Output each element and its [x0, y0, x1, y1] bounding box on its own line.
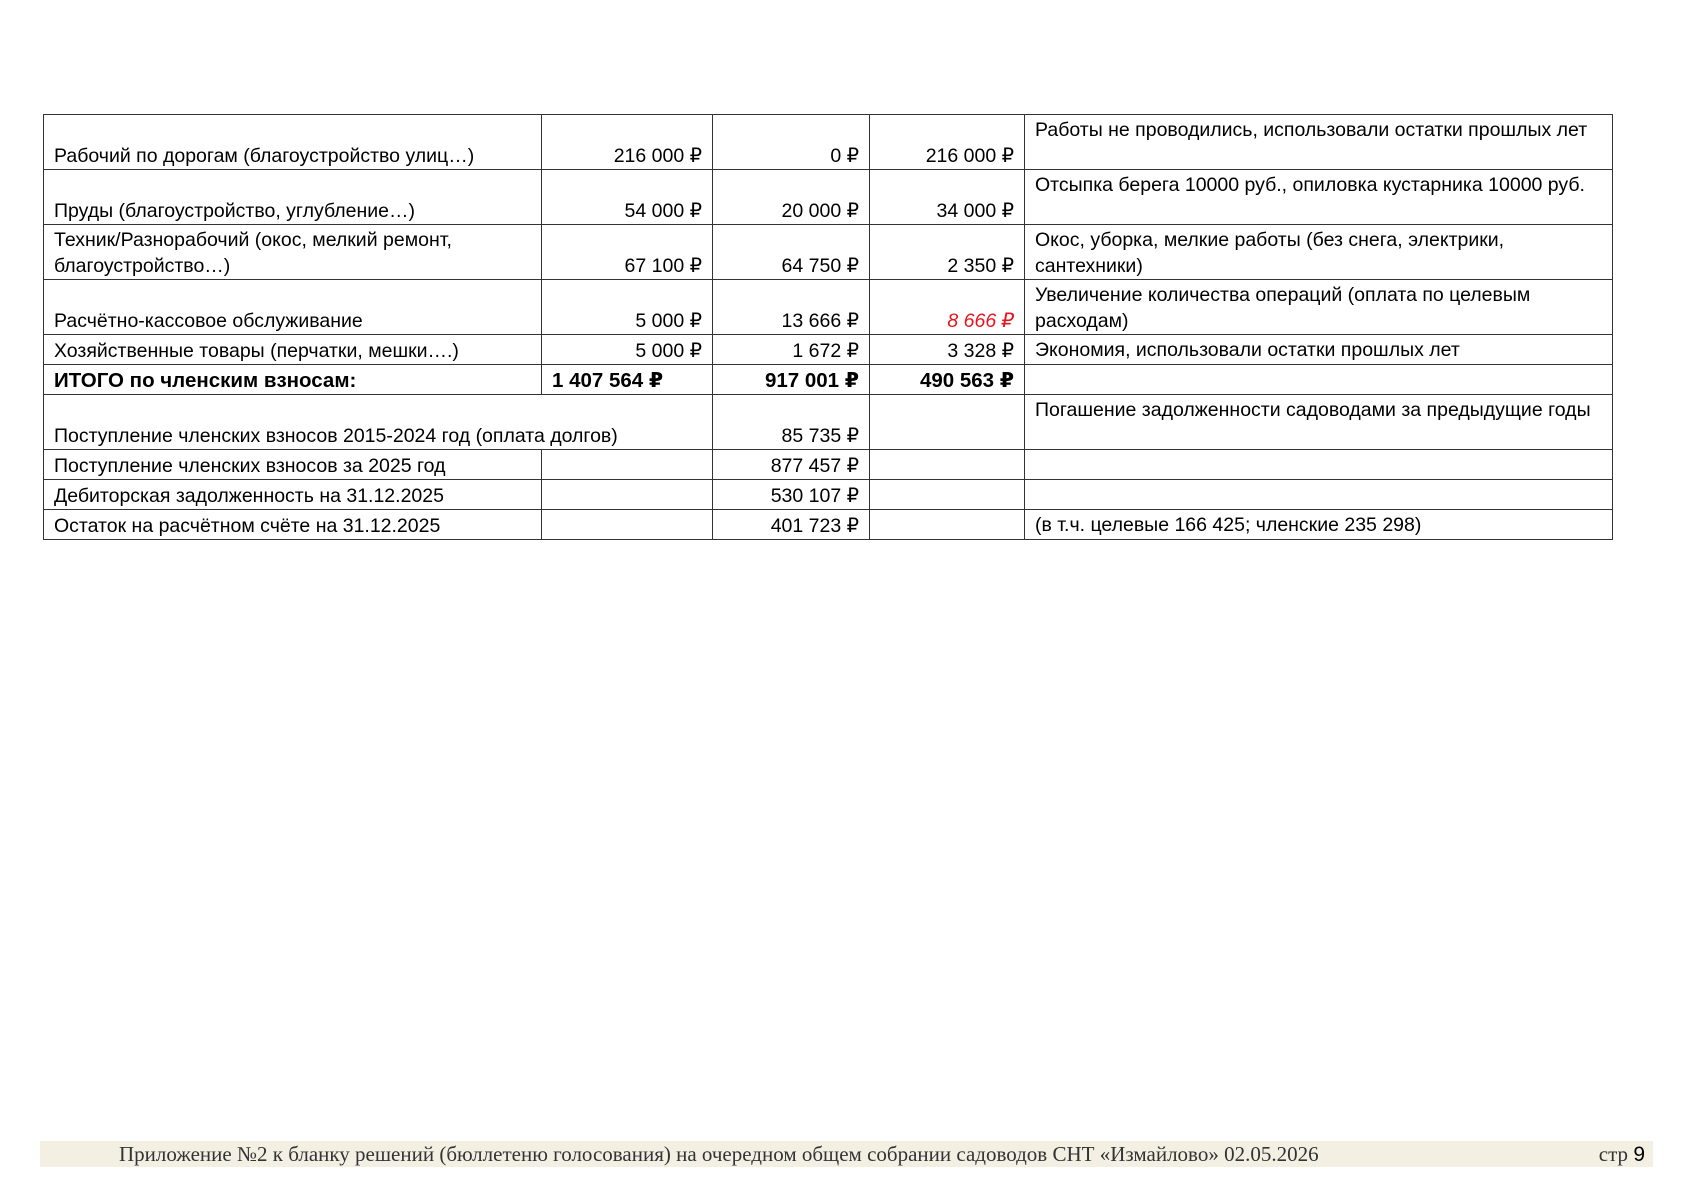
summary-row — [44, 450, 1613, 480]
item-note: Экономия, использовали остатки прошлых лет — [1025, 335, 1613, 365]
summary-note — [1025, 480, 1613, 510]
plan-amount: 216 000 ₽ — [542, 115, 713, 170]
page-label: стр — [1598, 1142, 1629, 1166]
fact-amount: 20 000 ₽ — [713, 170, 870, 225]
total-label: ИТОГО по членским взносам: — [44, 365, 542, 395]
summary-empty — [542, 510, 713, 540]
plan-amount: 54 000 ₽ — [542, 170, 713, 225]
summary-empty — [870, 480, 1025, 510]
total-row — [44, 365, 1613, 395]
summary-empty — [542, 450, 713, 480]
table-row — [44, 335, 1613, 365]
summary-empty — [542, 480, 713, 510]
diff-amount: 34 000 ₽ — [870, 170, 1025, 225]
plan-amount: 67 100 ₽ — [542, 225, 713, 280]
plan-amount: 5 000 ₽ — [542, 280, 713, 335]
page-footer — [40, 1141, 1653, 1167]
diff-cell — [870, 280, 1025, 335]
summary-note: Погашение задолженности садоводами за предыдущие годы — [1025, 395, 1613, 450]
item-name: Пруды (благоустройство, углубление…) — [44, 170, 542, 225]
summary-value: 401 723 ₽ — [713, 510, 870, 540]
item-name: Хозяйственные товары (перчатки, мешки….) — [44, 335, 542, 365]
budget-table — [43, 114, 1613, 540]
fact-amount: 0 ₽ — [713, 115, 870, 170]
item-name: Рабочий по дорогам (благоустройство улиц…) — [44, 115, 542, 170]
summary-empty — [870, 450, 1025, 480]
footer-text: Приложение №2 к бланку решений (бюллетеню голосования) на очередном общем собрании садоводов СНТ «Измайлово» 02.05.2026 — [119, 1142, 1319, 1166]
item-name: Техник/Разнорабочий (окос, мелкий ремонт, благоустройство…) — [44, 225, 542, 280]
summary-row — [44, 480, 1613, 510]
plan-amount: 5 000 ₽ — [542, 335, 713, 365]
overspend-amount: 8 666 ₽ — [947, 310, 1014, 332]
summary-label: Дебиторская задолженность на 31.12.2025 — [44, 480, 542, 510]
total-plan: 1 407 564 ₽ — [542, 365, 713, 395]
summary-empty — [870, 510, 1025, 540]
fact-amount: 13 666 ₽ — [713, 280, 870, 335]
summary-note — [1025, 450, 1613, 480]
total-fact: 917 001 ₽ — [713, 365, 870, 395]
summary-value: 85 735 ₽ — [713, 395, 870, 450]
total-note — [1025, 365, 1613, 395]
item-name: Расчётно-кассовое обслуживание — [44, 280, 542, 335]
table-row — [44, 225, 1613, 280]
table-row — [44, 115, 1613, 170]
item-note: Отсыпка берега 10000 руб., опиловка кустарника 10000 руб. — [1025, 170, 1613, 225]
item-note: Работы не проводились, использовали остатки прошлых лет — [1025, 115, 1613, 170]
total-diff: 490 563 ₽ — [870, 365, 1025, 395]
table-row — [44, 280, 1613, 335]
item-note: Увеличение количества операций (оплата по целевым расходам) — [1025, 280, 1613, 335]
summary-empty — [870, 395, 1025, 450]
diff-amount: 3 328 ₽ — [870, 335, 1025, 365]
summary-row — [44, 510, 1613, 540]
fact-amount: 64 750 ₽ — [713, 225, 870, 280]
table-row — [44, 170, 1613, 225]
summary-note: (в т.ч. целевые 166 425; членские 235 298) — [1025, 510, 1613, 540]
diff-amount: 2 350 ₽ — [870, 225, 1025, 280]
summary-label: Остаток на расчётном счёте на 31.12.2025 — [44, 510, 542, 540]
summary-label: Поступление членских взносов 2015-2024 год (оплата долгов) — [44, 395, 713, 450]
summary-row — [44, 395, 1613, 450]
item-note: Окос, уборка, мелкие работы (без снега, электрики, сантехники) — [1025, 225, 1613, 280]
diff-amount: 216 000 ₽ — [870, 115, 1025, 170]
page-number — [1599, 1141, 1645, 1168]
summary-value: 530 107 ₽ — [713, 480, 870, 510]
summary-label: Поступление членских взносов за 2025 год — [44, 450, 542, 480]
fact-amount: 1 672 ₽ — [713, 335, 870, 365]
page-number-value: 9 — [1633, 1143, 1645, 1166]
summary-value: 877 457 ₽ — [713, 450, 870, 480]
